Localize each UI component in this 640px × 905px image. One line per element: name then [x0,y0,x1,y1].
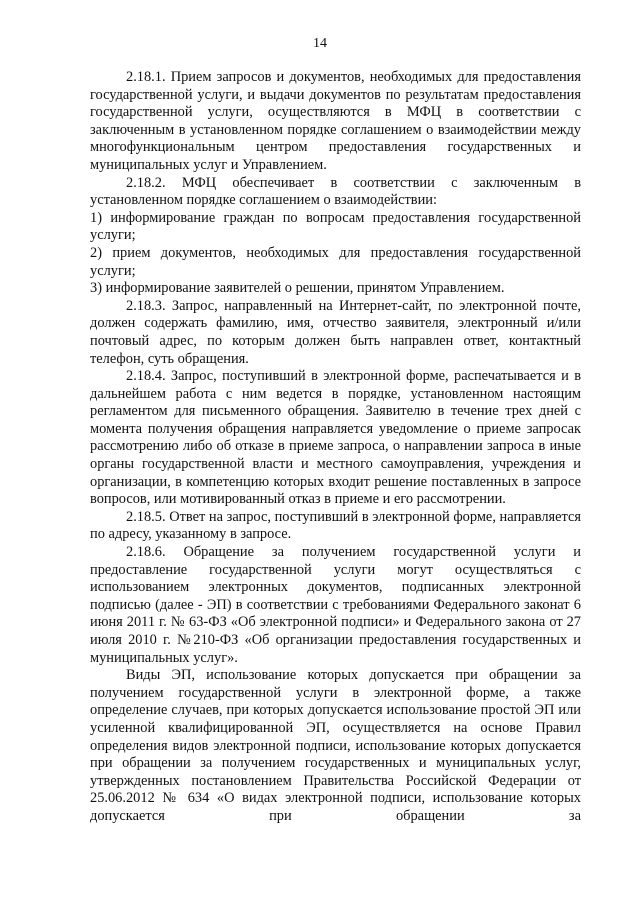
paragraph-2-18-6: 2.18.6. Обращение за получением государственной услуги и предоставление государственной услуги могут осуществляться с использованием электронных документов, подписанных электронной подписью (далее - ЭП) в соответствии с требованиями Федерального законат 6 июня 2011 г. № 63-ФЗ «Об электронной подписи» и Федерального закона от 27 июля 2010 г. №210-ФЗ «Об организации предоставления государственных и муниципальных услуг». [90,544,581,666]
paragraph-2-18-2: 2.18.2. МФЦ обеспечивает в соответствии с заключенным в установленном порядке соглашением о взаимодействии: [90,174,581,209]
list-item-3: 3) информирование заявителей о решении, принятом Управлением. [90,280,505,297]
paragraph-ep-types: Виды ЭП, использование которых допускается при обращении за получением государственной услуги в электронной форме, а также определение случаев, при которых допускается использование простой ЭП или усиленной квалифицированной ЭП, осуществляется на основе Правил определения видов электронной подписи, использование которых допускается при обращении за получением государственных и муниципальных услуг, утвержденных постановлением Правительства Российской Федерации от 25.06.2012 № 634 «О видах электронной подписи, использование которых допускается при обращении за [90,667,581,824]
paragraph-2-18-5: 2.18.5. Ответ на запрос, поступивший в электронной форме, направляется по адресу, указанному в запросе. [90,508,581,543]
paragraph-2-18-4: 2.18.4. Запрос, поступивший в электронной форме, распечатывается и в дальнейшем работа с ним ведется в порядке, установленном настоящим регламентом для письменного обращения. Заявителю в течение трех дней с момента получения обращения направляется уведомление о приеме запросак рассмотрению либо об отказе в приеме запроса, о направлении запроса в иные органы государственной власти и местного самоуправления, учреждения и организации, в компетенцию которых входит решение поставленных в запросе вопросов, или мотивированный отказ в приеме и его рассмотрении. [90,368,581,508]
list-item-2: 2) прием документов, необходимых для предоставления государственной услуги; [90,244,581,279]
paragraph-2-18-3: 2.18.3. Запрос, направленный на Интернет-сайт, по электронной почте, должен содержать фамилию, имя, отчество заявителя, электронный и/или почтовый адрес, по которым должен быть направлен ответ, контактный телефон, суть обращения. [90,297,581,367]
page-number: 14 [313,36,327,51]
document-body [90,69,581,826]
paragraph-2-18-1: 2.18.1. Прием запросов и документов, необходимых для предоставления государственной услуги, и выдачи документов по результатам предоставления государственной услуги, осуществляются в МФЦ в соответствии с заключенным в установленном порядке соглашением о взаимодействии между многофункциональным центром предоставления государственных и муниципальных услуг и Управлением. [90,69,581,173]
list-item-1: 1) информирование граждан по вопросам предоставления государственной услуги; [90,209,581,244]
